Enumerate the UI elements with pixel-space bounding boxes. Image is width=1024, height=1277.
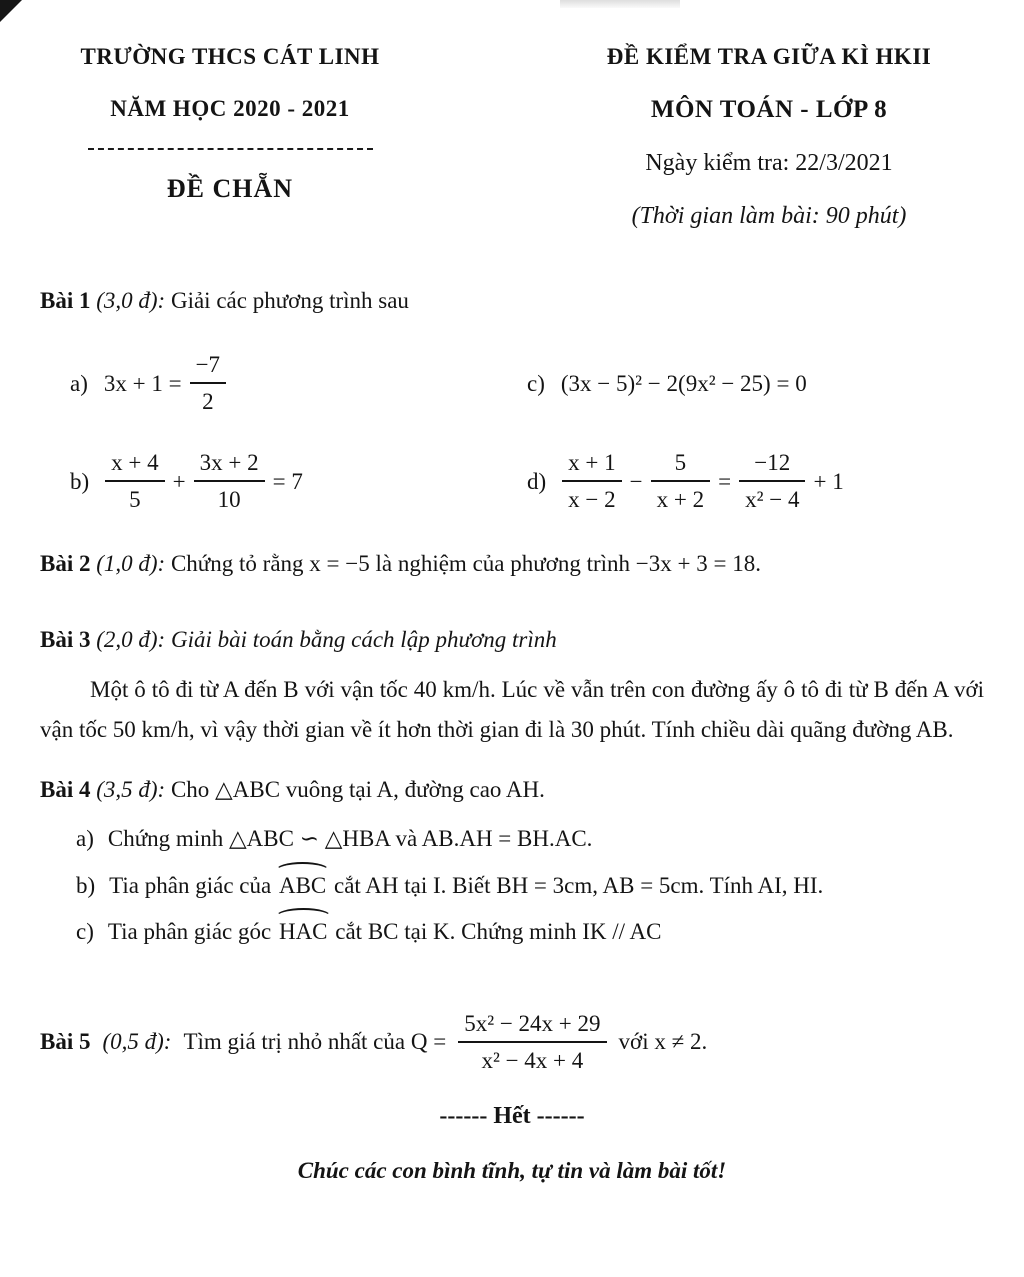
- problem-4c-text: [108, 915, 662, 948]
- fraction: [194, 446, 265, 517]
- equation-1d-label: d): [527, 468, 547, 494]
- problem-5-pre: Tìm giá trị nhỏ nhất của Q =: [183, 1029, 447, 1055]
- fraction-numerator: x + 1: [562, 446, 621, 482]
- problem-5-points: (0,5 đ):: [102, 1029, 172, 1055]
- fraction-denominator: 5: [129, 487, 141, 513]
- fraction-denominator: x² − 4x + 4: [481, 1047, 584, 1073]
- problem-2: [40, 547, 984, 580]
- problem-4a-label: a): [76, 826, 94, 852]
- equation-1a-label: a): [70, 370, 88, 396]
- fraction: [739, 446, 805, 517]
- end-marker: ------ Hết ------: [439, 1103, 585, 1130]
- equation-1b-rhs: = 7: [272, 468, 303, 494]
- equation-1b-label: b): [70, 468, 90, 494]
- operator: +: [172, 468, 186, 494]
- problem-1-equations: [70, 347, 984, 517]
- equation-1b-math: [105, 446, 303, 517]
- fraction-numerator: −12: [739, 446, 805, 482]
- problem-4-points: (3,5 đ):: [96, 777, 166, 803]
- problem-4b-pre: Tia phân giác của: [109, 872, 272, 898]
- equation-1a-math: [104, 348, 226, 419]
- header: [40, 44, 984, 230]
- problem-5: [40, 1007, 984, 1078]
- operator: −: [629, 468, 643, 494]
- angle-notation: ABC: [277, 869, 328, 902]
- fraction-numerator: x + 4: [105, 446, 164, 482]
- fraction-numerator: −7: [190, 348, 226, 384]
- fraction-denominator: 2: [202, 389, 214, 415]
- fraction: [651, 446, 710, 517]
- fraction-numerator: 5x² − 24x + 29: [458, 1007, 606, 1043]
- problem-1-points: (3,0 đ):: [96, 288, 166, 313]
- exam-duration: (Thời gian làm bài: 90 phút): [631, 203, 907, 229]
- school-year: NĂM HỌC 2020 - 2021: [110, 96, 350, 121]
- problem-4-items: [76, 822, 984, 948]
- problem-4c: [76, 915, 984, 948]
- problem-4: [40, 773, 984, 948]
- equation-1b: [70, 445, 527, 517]
- equation-1c: [527, 347, 984, 419]
- problem-2-label: Bài 2: [40, 551, 91, 577]
- problem-5-label: Bài 5: [40, 1029, 91, 1055]
- equation-1a-lhs: 3x + 1 =: [103, 370, 182, 396]
- problem-5-post: với x ≠ 2.: [618, 1029, 708, 1055]
- problem-3: [40, 623, 984, 749]
- problem-3-points: (2,0 đ):: [96, 626, 166, 652]
- exam-date: Ngày kiểm tra: 22/3/2021: [645, 150, 893, 176]
- header-right: [554, 44, 984, 230]
- problem-4c-label: c): [76, 919, 94, 945]
- equation-1d-tail: + 1: [813, 468, 844, 494]
- dashed-divider: [88, 148, 373, 150]
- problem-4b-label: b): [76, 872, 96, 898]
- problem-3-body: Một ô tô đi từ A đến B với vận tốc 40 km/h. Lúc về vẫn trên con đường ấy ô tô đi từ B đến A với vận tốc 50 km/h, vì vậy thời gian về ít hơn thời gian đi là 30 phút. Tính chiều dài quãng đường AB.: [40, 677, 984, 742]
- scan-artifact-smudge: [560, 0, 680, 8]
- scan-artifact-corner: [0, 0, 22, 22]
- fraction: [458, 1007, 606, 1078]
- problem-3-intro: Giải bài toán bằng cách lập phương trình: [170, 626, 557, 652]
- fraction: [105, 446, 164, 517]
- fraction: [562, 446, 621, 517]
- problem-3-label: Bài 3: [40, 626, 91, 652]
- fraction-numerator: 5: [651, 446, 710, 482]
- problem-1: [40, 284, 984, 517]
- equation-1d-math: [562, 446, 844, 517]
- equals-sign: =: [718, 468, 732, 494]
- problem-4c-pre: Tia phân giác góc: [107, 919, 272, 945]
- exam-subject: MÔN TOÁN - LỚP 8: [650, 96, 888, 123]
- equation-1a: [70, 347, 527, 419]
- exam-variant: ĐỀ CHẴN: [166, 174, 294, 203]
- fraction: [190, 348, 226, 419]
- problem-4-intro: Cho △ABC vuông tại A, đường cao AH.: [170, 777, 545, 803]
- problem-1-intro: Giải các phương trình sau: [170, 288, 409, 313]
- good-luck-message: Chúc các con bình tĩnh, tự tin và làm bài tốt!: [297, 1158, 727, 1184]
- problem-4b-post: cắt AH tại I. Biết BH = 3cm, AB = 5cm. Tính AI, HI.: [334, 872, 824, 898]
- exam-title: ĐỀ KIỂM TRA GIỮA KÌ HKII: [606, 44, 932, 69]
- equation-1d: [527, 445, 984, 517]
- angle-notation: HAC: [277, 915, 330, 948]
- problem-2-text: Chứng tỏ rằng x = −5 là nghiệm của phương trình −3x + 3 = 18.: [170, 551, 761, 577]
- problem-4b-text: [109, 869, 823, 902]
- equation-1c-label: c): [527, 370, 545, 396]
- problem-4c-post: cắt BC tại K. Chứng minh IK // AC: [335, 919, 662, 945]
- problem-4a: [76, 822, 984, 855]
- fraction-denominator: 10: [217, 487, 241, 513]
- problem-4a-text: Chứng minh △ABC ∽ △HBA và AB.AH = BH.AC.: [107, 826, 593, 852]
- school-name: TRƯỜNG THCS CÁT LINH: [80, 44, 380, 69]
- problem-2-points: (1,0 đ):: [96, 551, 166, 577]
- fraction-denominator: x² − 4: [745, 487, 800, 513]
- fraction-numerator: 3x + 2: [194, 446, 265, 482]
- fraction-denominator: x − 2: [568, 487, 616, 513]
- problem-4b: [76, 869, 984, 902]
- fraction-denominator: x + 2: [656, 487, 705, 513]
- header-left: [40, 44, 420, 204]
- equation-1c-expr: (3x − 5)² − 2(9x² − 25) = 0: [560, 370, 807, 396]
- equation-1c-math: [561, 367, 807, 400]
- problem-1-label: Bài 1: [40, 288, 91, 313]
- problem-4-label: Bài 4: [40, 777, 91, 803]
